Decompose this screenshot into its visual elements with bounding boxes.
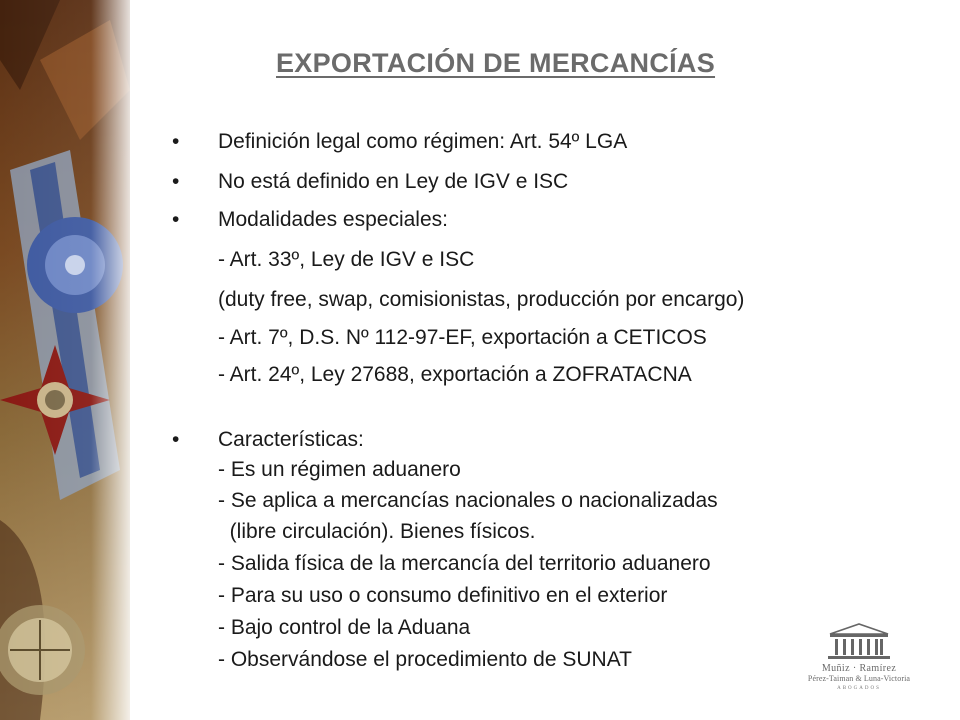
sub-item-text: - Bajo control de la Aduana (218, 616, 471, 639)
sub-item-text: - Para su uso o consumo definitivo en el exterior (218, 584, 668, 607)
sub-item-text: - Es un régimen aduanero (218, 458, 461, 481)
sub-item-text: - Salida física de la mercancía del territorio aduanero (218, 552, 711, 575)
firm-logo (806, 622, 912, 712)
sub-item-text: - Observándose el procedimiento de SUNAT (218, 648, 632, 671)
sub-item-text: (duty free, swap, comisionistas, producción por encargo) (218, 288, 745, 311)
bullet-text: Modalidades especiales: (218, 208, 448, 231)
bullet-text: No está definido en Ley de IGV e ISC (218, 170, 569, 193)
logo-line-1: Muñiz · Ramírez (821, 663, 897, 674)
decorative-side-photo (0, 0, 130, 720)
sub-item-text: - Art. 24º, Ley 27688, exportación a ZOFRATACNA (218, 363, 692, 386)
logo-line-2: Pérez-Taiman & Luna-Victoria (807, 674, 911, 683)
bullet-marker: • (172, 130, 180, 153)
bullet-marker: • (172, 428, 180, 451)
columns-icon (806, 622, 912, 662)
sub-item-text: - Art. 7º, D.S. Nº 112-97-EF, exportación a CETICOS (218, 326, 707, 349)
logo-line-3: ABOGADOS (837, 686, 881, 691)
bullet-marker: • (172, 170, 180, 193)
bullet-text: Características: (218, 428, 364, 451)
slide-title: EXPORTACIÓN DE MERCANCÍAS (276, 48, 716, 78)
sub-item-text: - Se aplica a mercancías nacionales o nacionalizadas (218, 489, 718, 512)
sub-item-text: (libre circulación). Bienes físicos. (218, 520, 536, 543)
sub-item-text: - Art. 33º, Ley de IGV e ISC (218, 248, 475, 271)
bullet-marker: • (172, 208, 180, 231)
bullet-text: Definición legal como régimen: Art. 54º LGA (218, 130, 628, 153)
